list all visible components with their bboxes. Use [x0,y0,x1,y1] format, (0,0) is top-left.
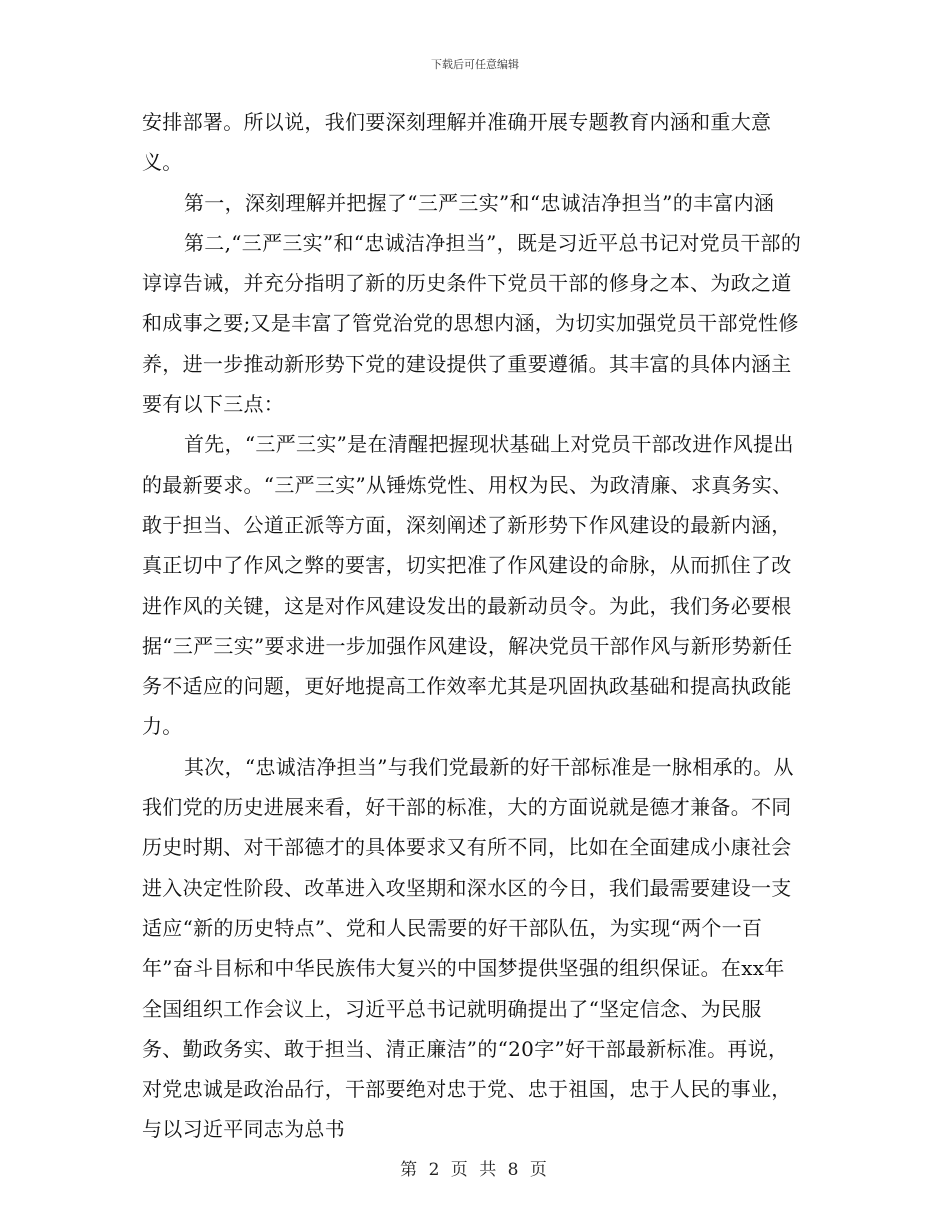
document-body [142,102,802,1150]
page-number-footer: 第 2 页 共 8 页 [400,1160,550,1180]
paragraph-secondly: 其次，“忠诚洁净担当”与我们党最新的好干部标准是一脉相承的。从我们党的历史进展来看，好干部的标准，大的方面说就是德才兼备。不同历史时期、对干部德才的具体要求又有所不同，比如在全面建成小康社会进入决定性阶段、改革进入攻坚期和深水区的今日，我们最需要建设一支适应“新的历史特点”、党和人民需要的好干部队伍，为实现“两个一百年”奋斗目标和中华民族伟大复兴的中国梦提供坚强的组织保证。在xx年全国组织工作会议上，习近平总书记就明确提出了“坚定信念、为民服务、勤政务实、敢于担当、清正廉洁”的“20字”好干部最新标准。再说，对党忠诚是政治品行，干部要绝对忠于党、忠于祖国，忠于人民的事业，与以习近平同志为总书 [142,754,794,1142]
paragraph-first-point: 第一，深刻理解并把握了“三严三实”和“忠诚洁净担当”的丰富内涵 [184,190,775,215]
paragraph-firstly: 首先，“三严三实”是在清醒把握现状基础上对党员干部改进作风提出的最新要求。“三严三实”从锤炼党性、用权为民、为政清廉、求真务实、敢于担当、公道正派等方面，深刻阐述了新形势下作风建设的最新内涵，真正切中了作风之弊的要害，切实把准了作风建设的命脉，从而抓住了改进作风的关键，这是对作风建设发出的最新动员令。为此，我们务必要根据“三严三实”要求进一步加强作风建设，解决党员干部作风与新形势新任务不适应的问题，更好地提高工作效率尤其是巩固执政基础和提高执政能力。 [142,432,794,739]
paragraph-continuation: 安排部署。所以说，我们要深刻理解并准确开展专题教育内涵和重大意义。 [142,110,772,175]
page-header-note: 下载后可任意编辑 [431,58,519,71]
paragraph-second-point: 第二,“三严三实”和“忠诚洁净担当”，既是习近平总书记对党员干部的谆谆告诫，并充分指明了新的历史条件下党员干部的修身之本、为政之道和成事之要;又是丰富了管党治党的思想内涵，为切实加强党员干部党性修养，进一步推动新形势下党的建设提供了重要遵循。其丰富的具体内涵主要有以下三点： [142,230,802,417]
